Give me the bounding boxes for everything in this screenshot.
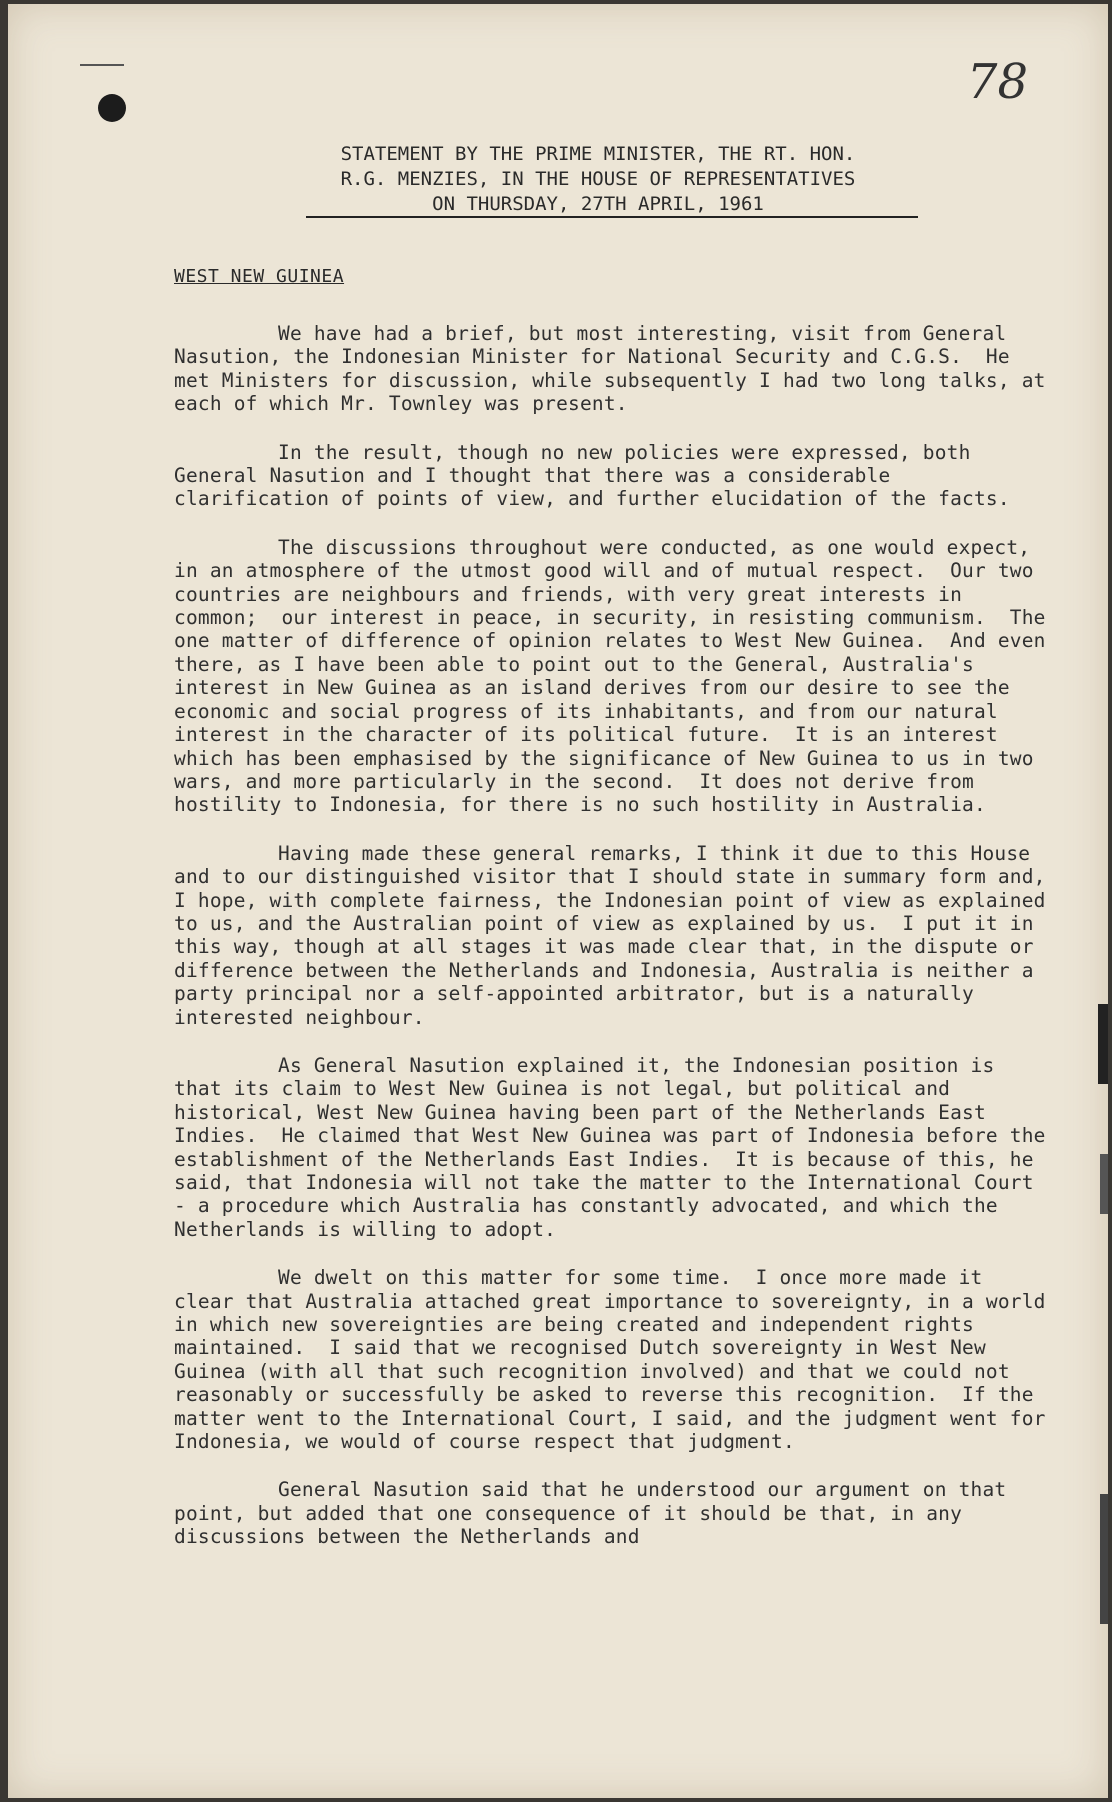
paragraph-2: In the result, though no new policies were expressed, both General Nasution and I thought that there was a considerable clarification of points of view, and further elucidation of the facts. [174,440,1010,511]
paragraph-6: We dwelt on this matter for some time. I once more made it clear that Australia attached great importance to sovereignty, in a world in which new sovereignties are being created and independent rights maintained. I said that we recognised Dutch sovereignty in West New Guinea (with all that such recognition involved) and that we could not reasonably or successfully be asked to reverse this recognition. If the matter went to the International Court, I said, and the judgment went for Indonesia, we would of course respect that judgment. [174,1266,1058,1454]
paragraph-5: As General Nasution explained it, the Indonesian position is that its claim to West New Guinea is not legal, but political and historical, West New Guinea having been part of the Netherlands East Indies. He claimed that West New Guinea was part of Indonesia before the establishment of the Netherlands East Indies. It is because of this, he said, that Indonesia will not take the matter to the International Court - a procedure which Australia has constantly advocated, and which the Netherlands is willing to adopt. [174,1053,1058,1241]
paragraph-1: We have had a brief, but most interesting, visit from General Nasution, the Indonesian Minister for National Security and C.G.S. He met Ministers for discussion, while subsequently I had two long talks, at each of which Mr. Townley was present. [174,322,1058,416]
edge-mark [1098,1004,1108,1084]
paragraph-4: Having made these general remarks, I think it due to this House and to our distinguished visitor that I should state in summary form and, I hope, with complete fairness, the Indonesian point of view as explained to us, and the Australian point of view as explained by us. I put it in this way, though at all stages it was made clear that, in the dispute or difference between the Netherlands and Indonesia, Australia is neither a party principal nor a self-appointed arbitrator, but is a naturally interested neighbour. [174,841,1058,1029]
paragraph-7: General Nasution said that he understood our argument on that point, but added that one consequence of it should be that, in any discussions between the Netherlands and [174,1478,1019,1549]
header-line-1: STATEMENT BY THE PRIME MINISTER, THE RT. HON. [340,143,856,165]
punch-hole [98,94,126,122]
edge-mark [1100,1494,1108,1624]
section-title: WEST NEW GUINEA [174,266,345,287]
pen-mark [80,64,124,66]
body-text [174,322,1058,1574]
edge-mark [1100,1154,1108,1214]
document-page [8,4,1108,1798]
document-header [278,142,918,218]
page-number: 78 [966,54,1028,110]
header-line-2: R.G. MENZIES, IN THE HOUSE OF REPRESENTATIVES [340,168,856,190]
header-line-3: ON THURSDAY, 27TH APRIL, 1961 [432,193,764,215]
paragraph-3: The discussions throughout were conducted, as one would expect, in an atmosphere of the utmost good will and of mutual respect. Our two countries are neighbours and friends, with very great interests in common; our interest in peace, in security, in resisting communism. The one matter of difference of opinion relates to West New Guinea. And even there, as I have been able to point out to the General, Australia's interest in New Guinea as an island derives from our desire to see the economic and social progress of its inhabitants, and from our natural interest in the character of its political future. It is an interest which has been emphasised by the significance of New Guinea to us in two wars, and more particularly in the second. It does not derive from hostility to Indonesia, for there is no such hostility in Australia. [174,535,1058,817]
